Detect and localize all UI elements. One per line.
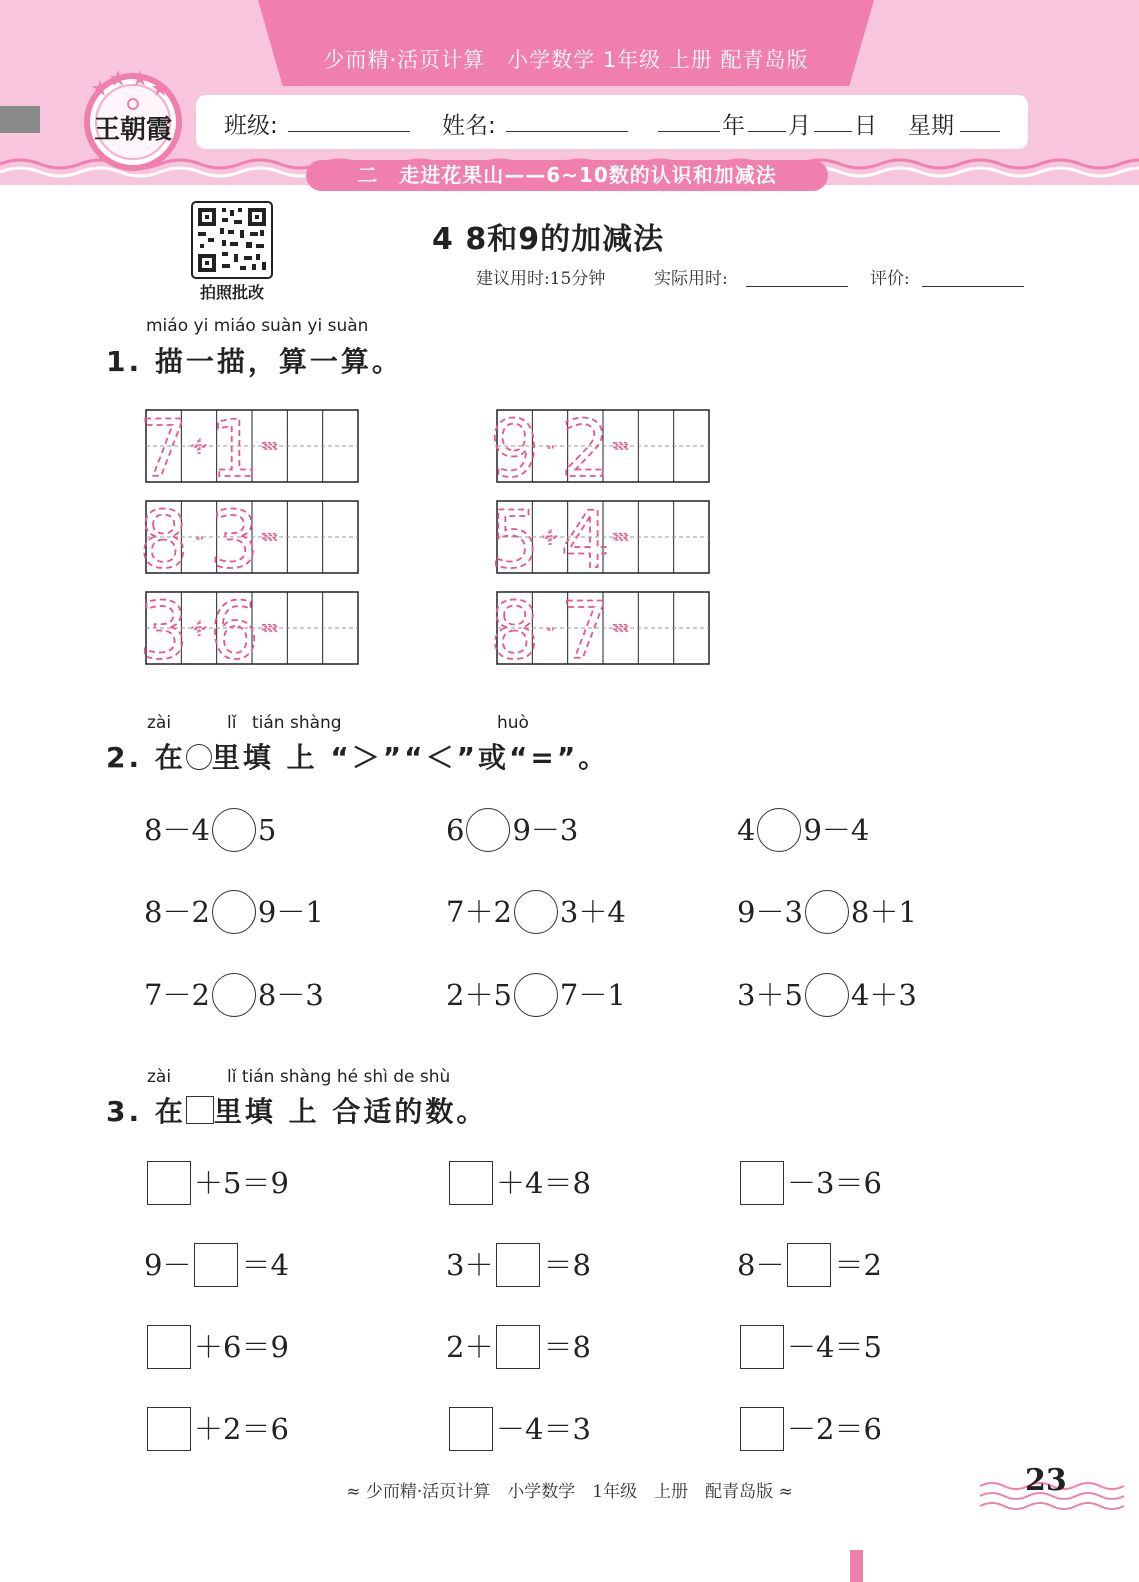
compare-circle[interactable]	[466, 808, 510, 852]
compare-circle[interactable]	[212, 973, 256, 1017]
traced-operator: =	[611, 525, 630, 550]
section2-pinyin-tianshang: tián shàng	[252, 713, 342, 733]
traced-operator: =	[611, 616, 630, 641]
section2-pinyin-huo: huò	[497, 713, 529, 733]
weekday-field[interactable]	[960, 109, 1000, 138]
traced-digit: 3	[209, 496, 260, 586]
compare-right: 9－4	[803, 813, 870, 847]
qr-label: 拍照批改	[199, 283, 264, 302]
fill-post: ＋4＝8	[496, 1166, 591, 1200]
side-tab	[0, 106, 40, 133]
fill-post: －3＝6	[787, 1166, 882, 1200]
compare-item-9	[737, 973, 917, 1017]
fill-pre: 8－	[737, 1248, 785, 1282]
section2-instruction-text: 里填 上 “＞”“＜”或“=”。	[211, 741, 610, 774]
answer-box[interactable]	[496, 1243, 540, 1287]
fill-item-2	[446, 1161, 591, 1205]
answer-box[interactable]	[147, 1161, 191, 1205]
tracing-grid-2[interactable]	[489, 405, 710, 495]
tracing-grid-5[interactable]	[138, 587, 359, 677]
fill-post: ＋2＝6	[194, 1412, 289, 1446]
traced-operator: =	[260, 525, 279, 550]
compare-circle[interactable]	[805, 973, 849, 1017]
inline-box-icon	[186, 1096, 214, 1124]
chapter-title: 二 走进花果山——6~10数的认识和加减法	[306, 160, 828, 191]
fill-item-9	[737, 1325, 882, 1369]
compare-item-3	[737, 808, 869, 852]
traced-operator: =	[611, 434, 630, 459]
class-field[interactable]	[288, 109, 410, 138]
section2-instruction-prefix: 2. 在	[106, 741, 186, 774]
compare-circle[interactable]	[757, 808, 801, 852]
compare-right: 3＋4	[559, 895, 626, 929]
answer-box[interactable]	[147, 1407, 191, 1451]
tracing-grid-3[interactable]	[138, 496, 359, 586]
page-edge-mark	[850, 1550, 863, 1582]
traced-operator: +	[540, 525, 560, 550]
fill-post: ＋6＝9	[194, 1330, 289, 1364]
section3-pinyin-rest: lǐ tián shàng hé shì de shù	[227, 1067, 451, 1087]
fill-post: ＝2	[834, 1248, 882, 1282]
fill-item-7	[144, 1325, 289, 1369]
fill-item-6	[737, 1243, 882, 1287]
traced-digit: 8	[138, 496, 189, 586]
compare-item-2	[446, 808, 578, 852]
compare-left: 7－2	[144, 978, 210, 1012]
traced-operator: +	[189, 434, 209, 459]
compare-right: 5	[257, 813, 277, 847]
traced-operator: =	[260, 434, 279, 459]
qr-code-icon[interactable]	[192, 202, 272, 278]
compare-item-4	[144, 890, 324, 934]
compare-left: 8－4	[144, 813, 210, 847]
fill-item-11	[446, 1407, 591, 1451]
answer-box[interactable]	[147, 1325, 191, 1369]
compare-left: 7＋2	[446, 895, 512, 929]
fill-item-4	[144, 1243, 289, 1287]
compare-right: 7－1	[559, 978, 626, 1012]
traced-digit: 8	[489, 587, 540, 677]
tracing-grid-6[interactable]	[489, 587, 710, 677]
fill-pre: 2＋	[446, 1330, 494, 1364]
answer-box[interactable]	[740, 1407, 784, 1451]
section3-instruction	[106, 1090, 487, 1130]
compare-right: 8－3	[257, 978, 324, 1012]
fill-item-3	[737, 1161, 882, 1205]
fill-post: －4＝5	[787, 1330, 882, 1364]
answer-box[interactable]	[496, 1325, 540, 1369]
fill-post: ＝8	[543, 1330, 591, 1364]
inline-circle-icon	[186, 744, 212, 770]
compare-circle[interactable]	[514, 890, 558, 934]
month-label: 月	[788, 113, 811, 139]
weekday-label: 星期	[908, 113, 954, 139]
answer-box[interactable]	[449, 1407, 493, 1451]
fill-item-12	[737, 1407, 882, 1451]
name-label: 姓名:	[442, 113, 496, 139]
header-title: 少而精·活页计算 小学数学 1年级 上册 配青岛版	[323, 48, 809, 72]
fill-item-5	[446, 1243, 591, 1287]
brand-logo	[78, 66, 188, 166]
logo-text: 王朝霞	[93, 115, 173, 145]
traced-operator: -	[546, 616, 554, 641]
actual-time-field[interactable]	[746, 266, 848, 287]
fill-item-10	[144, 1407, 289, 1451]
traced-digit: 7	[138, 405, 189, 495]
fill-pre: 3＋	[446, 1248, 494, 1282]
month-field[interactable]	[748, 109, 786, 138]
tracing-grid-1[interactable]	[138, 405, 359, 495]
section1-instruction: 1. 描一描，算一算。	[106, 345, 403, 378]
compare-left: 4	[737, 813, 756, 847]
fill-item-1	[144, 1161, 289, 1205]
compare-item-1	[144, 808, 276, 852]
fill-pre: 9－	[144, 1248, 192, 1282]
tracing-grid-4[interactable]	[489, 496, 710, 586]
compare-item-5	[446, 890, 626, 934]
traced-digit: 4	[560, 496, 611, 586]
traced-digit: 1	[209, 405, 260, 495]
traced-operator: =	[260, 616, 279, 641]
year-label: 年	[722, 113, 745, 139]
traced-digit: 6	[209, 587, 260, 677]
year-field[interactable]	[658, 109, 720, 138]
evaluation-field[interactable]	[922, 266, 1024, 287]
compare-left: 8－2	[144, 895, 210, 929]
day-label: 日	[854, 113, 877, 139]
section2-pinyin-li: lǐ	[227, 713, 237, 733]
traced-digit: 5	[489, 496, 540, 586]
answer-box[interactable]	[740, 1161, 784, 1205]
day-field[interactable]	[814, 109, 852, 138]
compare-circle[interactable]	[212, 890, 256, 934]
section1-pinyin: miáo yi miáo suàn yi suàn	[146, 316, 369, 336]
compare-right: 8＋1	[850, 895, 917, 929]
actual-time-label: 实际用时:	[654, 269, 728, 289]
class-label: 班级:	[224, 113, 278, 139]
traced-operator: +	[189, 616, 209, 641]
answer-box[interactable]	[449, 1161, 493, 1205]
compare-circle[interactable]	[514, 973, 558, 1017]
lesson-title: 4 8和9的加减法	[432, 222, 665, 257]
fill-post: ＝8	[543, 1248, 591, 1282]
compare-left: 2＋5	[446, 978, 512, 1012]
traced-digit: 7	[560, 587, 611, 677]
fill-item-8	[446, 1325, 591, 1369]
section3-instruction-text: 里填 上 合适的数。	[213, 1095, 488, 1128]
traced-digit: 9	[489, 405, 540, 495]
compare-item-8	[446, 973, 626, 1017]
student-info-bar	[196, 95, 1028, 149]
page-number: 23	[1025, 1463, 1067, 1498]
compare-left: 9－3	[737, 895, 803, 929]
compare-left: 3＋5	[737, 978, 803, 1012]
traced-digit: 2	[560, 405, 611, 495]
suggested-time: 建议用时:15分钟	[476, 269, 606, 289]
compare-right: 4＋3	[850, 978, 917, 1012]
compare-item-6	[737, 890, 917, 934]
fill-post: ＋5＝9	[194, 1166, 289, 1200]
traced-operator: -	[546, 434, 554, 459]
compare-left: 6	[446, 813, 465, 847]
compare-item-7	[144, 973, 324, 1017]
name-field[interactable]	[506, 109, 628, 138]
answer-box[interactable]	[194, 1243, 238, 1287]
section2-instruction	[106, 736, 609, 776]
footer-text: ≈ 少而精·活页计算 小学数学 1年级 上册 配青岛版 ≈	[346, 1482, 793, 1502]
answer-box[interactable]	[787, 1243, 831, 1287]
section2-pinyin-zai: zài	[147, 713, 172, 733]
section3-pinyin-zai: zài	[147, 1067, 172, 1087]
fill-post: －4＝3	[496, 1412, 591, 1446]
compare-right: 9－1	[257, 895, 324, 929]
fill-post: ＝4	[241, 1248, 289, 1282]
evaluation-label: 评价:	[870, 269, 910, 289]
traced-operator: -	[195, 525, 203, 550]
fill-post: －2＝6	[787, 1412, 882, 1446]
compare-circle[interactable]	[805, 890, 849, 934]
compare-circle[interactable]	[212, 808, 256, 852]
section3-instruction-prefix: 3. 在	[106, 1095, 186, 1128]
compare-right: 9－3	[512, 813, 579, 847]
traced-digit: 3	[138, 587, 189, 677]
answer-box[interactable]	[740, 1325, 784, 1369]
